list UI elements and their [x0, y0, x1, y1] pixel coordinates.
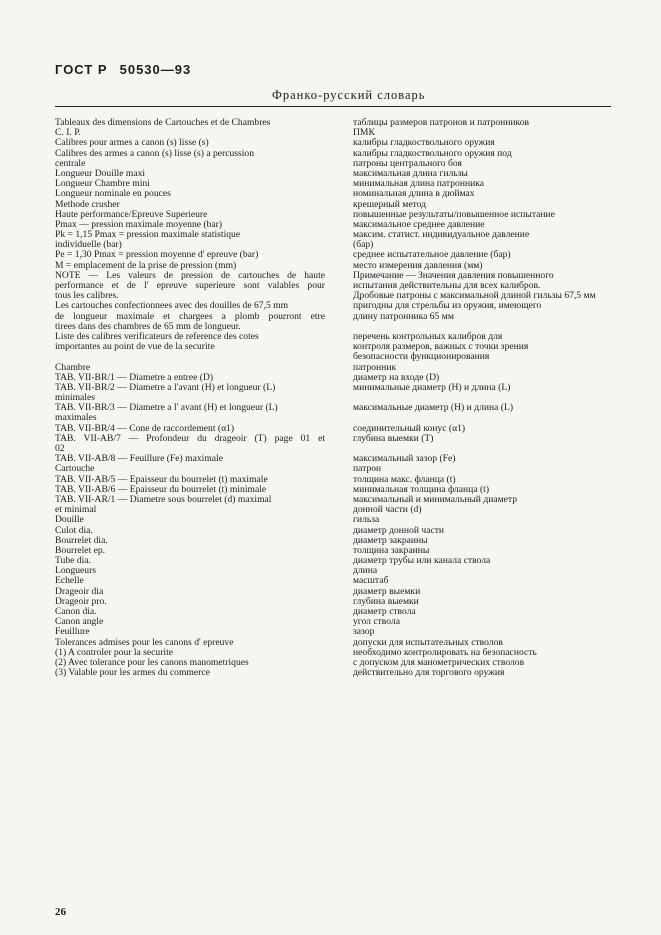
dictionary-line: максимальные диаметр (H) и длина (L) — [353, 402, 514, 414]
dictionary-line: таблицы размеров патронов и патронников — [353, 117, 530, 128]
dictionary-line: длину патронника 65 мм — [353, 310, 454, 322]
dictionary-line: Pk = 1,15 Pmax = pression maximale statistique — [55, 229, 241, 241]
dictionary-line: Liste des calibres verificateurs de reference des cotes — [55, 330, 259, 342]
dictionary-line: безопасности функционирования — [353, 351, 490, 363]
dictionary-line: повышенные результаты/повышенное испытание — [353, 208, 555, 220]
dictionary-line: importantes au point de vue de la securite — [55, 341, 215, 353]
dictionary-line: Cartouche — [55, 463, 95, 475]
dictionary-line: зазор — [353, 626, 375, 638]
dictionary-line: калибры гладкоствольного оружия под — [353, 147, 512, 159]
dictionary-line: с допуском для манометрических стволов — [353, 656, 525, 668]
dictionary-line: донной части (d) — [353, 504, 422, 516]
dictionary-line: патронник — [353, 361, 397, 373]
dictionary-line: максим. статист. индивидуальное давление — [353, 229, 530, 241]
dictionary-line: максимальный и минимальный диаметр — [353, 493, 518, 505]
dictionary-line: tous les calibres. — [55, 290, 119, 302]
dictionary-line: Bourrelet dia. — [55, 534, 108, 546]
dictionary-line: глубина выемки (T) — [353, 432, 434, 444]
dictionary-line: Douille — [55, 514, 84, 526]
dictionary-line: Culot dia. — [55, 524, 93, 536]
dictionary-line: Feuillure — [55, 626, 90, 638]
dictionary-line: (2) Avec tolerance pour les canons manometriques — [55, 656, 249, 668]
dictionary-line: испытания действительны для всех калибров. — [353, 280, 541, 291]
dictionary-line: Longueur Douille maxi — [55, 167, 146, 179]
dictionary-line: гильза — [353, 514, 380, 526]
dictionary-line: толщина макс. фланца (t) — [353, 473, 456, 485]
dictionary-line: минимальные диаметр (H) и длина (L) — [353, 381, 511, 393]
dictionary-line: среднее испытательное давление (бар) — [353, 249, 511, 261]
dictionary-line: (3) Valable pour les armes du commerce — [55, 667, 210, 679]
dictionary-line: Chambre — [55, 361, 91, 373]
dictionary-line: соединительный конус (α1) — [353, 422, 466, 434]
dictionary-line: место измерения давления (мм) — [353, 259, 483, 271]
dictionary-line: глубина выемки — [353, 595, 419, 607]
dictionary-line: диаметр на входе (D) — [353, 371, 440, 383]
dictionary-line: TAB. VII-AB/5 — Epaisseur du bourrelet (t) maximale — [55, 473, 268, 485]
dictionary-line: Longueur Chambre mini — [55, 178, 150, 190]
dictionary-line: Methode crusher — [55, 198, 120, 210]
dictionary-line: Haute performance/Epreuve Superieure — [55, 208, 208, 220]
dictionary-line: et minimal — [55, 504, 97, 516]
dictionary-line: контроля размеров, важных с точки зрения — [353, 341, 529, 353]
dictionary-line: TAB. VII-AB/7 — Profondeur du drageoir (T) page 01 et — [55, 432, 325, 444]
dictionary-line: Drageoir pro. — [55, 595, 107, 607]
dictionary-line: TAB. VII-BR/4 — Cone de raccordement (α1) — [55, 422, 235, 434]
dictionary-line: угол ствола — [353, 616, 400, 628]
dictionary-line: Canon dia. — [55, 606, 97, 617]
dictionary-line: de longueur maximale et chargees a plomb pourront etre — [55, 310, 325, 322]
dictionary-line: толщина закраины — [353, 544, 430, 556]
dictionary-line: Longueur nominale en pouces — [55, 188, 171, 200]
dictionary-line: minimales — [55, 392, 95, 404]
dictionary-line: пригодны для стрельбы из оружия, имеющего — [353, 300, 542, 312]
dictionary-line: масштаб — [353, 575, 389, 587]
page-title: Франко-русский словарь — [272, 88, 426, 102]
dictionary-line: крешерный метод — [353, 198, 427, 210]
dictionary-line: C. I. P. — [55, 127, 81, 139]
dictionary-line: TAB. VII-AB/8 — Feuillure (Fe) maximale — [55, 453, 223, 465]
dictionary-line: номинальная длина в дюймах — [353, 188, 475, 200]
dictionary-line: NOTE — Les valeurs de pression de cartouches de haute — [55, 269, 325, 281]
dictionary-line: Calibres pour armes a canon (s) lisse (s) — [55, 137, 209, 149]
dictionary-line: Bourrelet ep. — [55, 544, 106, 556]
dictionary-line: (бар) — [353, 239, 374, 251]
dictionary-line: максимальное среднее давление — [353, 218, 485, 230]
dictionary-line: Les cartouches confectionnees avec des douilles de 67,5 mm — [55, 300, 289, 312]
dictionary-line: патрон — [353, 463, 382, 475]
dictionary-line: минимальная длина патронника — [353, 178, 485, 190]
dictionary-line: Echelle — [55, 575, 84, 587]
dictionary-line — [55, 352, 325, 362]
dictionary-line: максимальная длина гильзы — [353, 167, 468, 179]
dictionary-line: TAB. VII-AB/6 — Epaisseur du bourrelet (t) minimale — [55, 483, 267, 495]
dictionary-line: performance et de l' epreuve superieure sont valables pour — [55, 280, 325, 291]
page-number: 26 — [55, 906, 66, 918]
dictionary-line: диаметр ствола — [353, 606, 416, 617]
dictionary-line: Longueurs — [55, 565, 97, 577]
russian-column — [353, 118, 625, 678]
dictionary-line: Drageoir dia — [55, 585, 104, 597]
dictionary-line: Tolerances admises pour les canons d' epreuve — [55, 636, 234, 648]
dictionary-line: Примечание — Значения давления повышенного — [353, 269, 554, 281]
dictionary-line: калибры гладкоствольного оружия — [353, 137, 495, 149]
standard-designation — [55, 62, 191, 77]
dictionary-line: диаметр закраины — [353, 534, 428, 546]
dictionary-line: минимальная толщина фланца (t) — [353, 483, 490, 495]
dictionary-line: TAB. VII-BR/3 — Diametre a l' avant (H) et longueur (L) — [55, 402, 278, 414]
dictionary-line: tirees dans des chambres de 65 mm de longueur. — [55, 320, 241, 332]
dictionary-line: максимальный зазор (Fe) — [353, 453, 456, 465]
dictionary-line: Tube dia. — [55, 555, 91, 567]
dictionary-line: диаметр донной части — [353, 524, 445, 536]
dictionary-line: TAB. VII-AR/1 — Diametre sous bourrelet (d) maximal — [55, 493, 272, 505]
dictionary-line: M = emplacement de la prise de pression (mm) — [55, 259, 237, 271]
dictionary-line: 02 — [55, 443, 65, 454]
dictionary-line: диаметр трубы или канала ствола — [353, 555, 491, 567]
dictionary-line: TAB. VII-BR/2 — Diametre a l'avant (H) et longueur (L) — [55, 381, 276, 393]
dictionary-line: Pmax — pression maximale moyenne (bar) — [55, 218, 223, 230]
dictionary-line: Calibres des armes a canon (s) lisse (s) a percussion — [55, 147, 255, 159]
dictionary-line: патроны центрального боя — [353, 157, 462, 169]
dictionary-line: Canon angle — [55, 616, 104, 628]
gost-number: 50530—93 — [119, 62, 192, 77]
gost-label: ГОСТ Р — [55, 62, 108, 77]
dictionary-line: Pe = 1,30 Pmax = pression moyenne d' epreuve (bar) — [55, 249, 259, 261]
dictionary-line: maximales — [55, 412, 97, 424]
dictionary-line: individuelle (bar) — [55, 239, 122, 251]
dictionary-line: Дробовые патроны с максимальной длиной гильзы 67,5 мм — [353, 290, 596, 302]
dictionary-line: ПМК — [353, 127, 375, 139]
header-divider — [55, 106, 611, 107]
french-column — [55, 118, 325, 678]
dictionary-line: диаметр выемки — [353, 585, 421, 597]
dictionary-line: перечень контрольных калибров для — [353, 330, 503, 342]
dictionary-line: допуски для испытательных стволов — [353, 636, 503, 648]
dictionary-line: (1) A controler pour la securite — [55, 646, 174, 658]
dictionary-line: centrale — [55, 157, 86, 169]
dictionary-line: TAB. VII-BR/1 — Diametre a entree (D) — [55, 371, 214, 383]
dictionary-line: длина — [353, 565, 378, 577]
dictionary-line: действительно для торгового оружия — [353, 667, 505, 679]
dictionary-line: Tableaux des dimensions de Cartouches et de Chambres — [55, 117, 271, 128]
dictionary-line: необходимо контролировать на безопасность — [353, 646, 537, 658]
